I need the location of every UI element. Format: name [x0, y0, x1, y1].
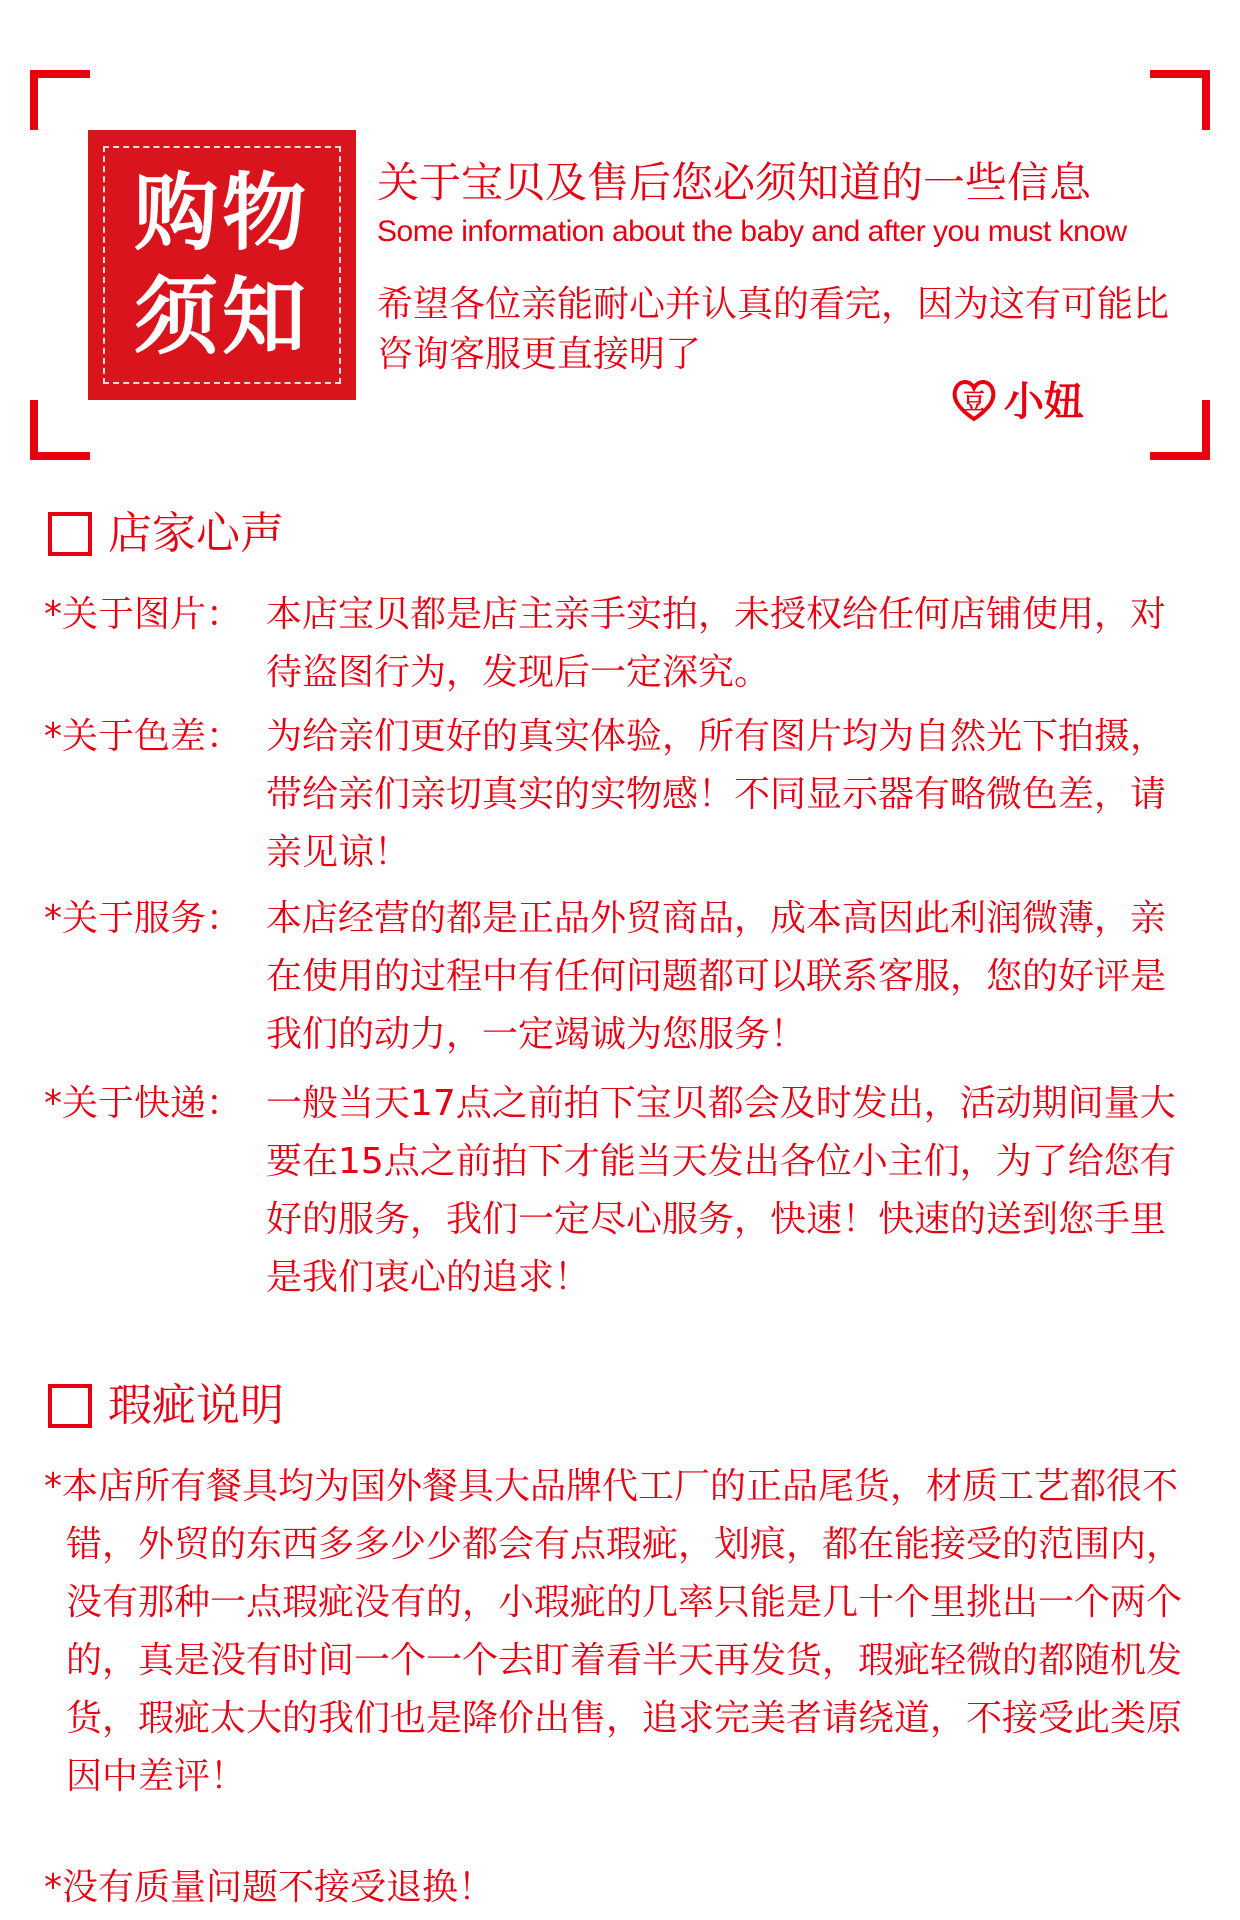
no-return-note: *没有质量问题不接受退换！ [44, 1867, 495, 1908]
header-description: 希望各位亲能耐心并认真的看完，因为这有可能比咨询客服更直接明了 [377, 284, 1170, 375]
badge-dashed-frame [103, 146, 341, 384]
heart-bean-icon [948, 373, 1000, 425]
notice-text: 一般当天17点之前拍下宝贝都会及时发出，活动期间量大要在15点之前拍下才能当天发出各位小主们，为了给您有好的服务，我们一定尽心服务，快速！快速的送到您手里是我们衷心的追求！ [266, 1083, 1176, 1298]
notice-label: *关于色差： [44, 716, 243, 757]
section-header-store-voice [48, 508, 284, 560]
defect-explanation: *本店所有餐具均为国外餐具大品牌代工厂的正品尾货，材质工艺都很不错，外贸的东西多多少少都会有点瑕疵，划痕，都在能接受的范围内，没有那种一点瑕疵没有的，小瑕疵的几率只能是几十个里挑出一个两个的，真是没有时间一个一个去盯着看半天再发货，瑕疵轻微的都随机发货，瑕疵太大的我们也是降价出售，追求完美者请绕道，不接受此类原因中差评！ [44, 1466, 1183, 1797]
square-bullet-icon [48, 1384, 92, 1428]
notice-label: *关于服务： [44, 898, 243, 939]
square-bullet-icon [48, 512, 92, 556]
section-title: 瑕疵说明 [108, 1380, 284, 1431]
section-header-defects [48, 1380, 284, 1432]
shopping-notice-badge [88, 130, 356, 400]
notice-item-photos [44, 586, 1224, 702]
logo-text: 小妞 [1004, 379, 1084, 425]
corner-bracket-bottom-right [1150, 400, 1210, 460]
corner-bracket-bottom-left [30, 400, 90, 460]
notice-item-delivery [44, 1075, 1224, 1307]
notice-item-color-difference [44, 708, 1224, 882]
header-title: 关于宝贝及售后您必须知道的一些信息 [377, 158, 1092, 207]
corner-bracket-top-right [1150, 70, 1210, 130]
notice-item-service [44, 890, 1224, 1064]
notice-label: *关于快递： [44, 1083, 243, 1124]
section-title: 店家心声 [108, 508, 284, 559]
corner-bracket-top-left [30, 70, 90, 130]
header-subtitle: Some information about the baby and after you must know [377, 215, 1127, 248]
notice-text: 为给亲们更好的真实体验，所有图片均为自然光下拍摄，带给亲们亲切真实的实物感！不同显示器有略微色差，请亲见谅！ [266, 716, 1167, 873]
badge-line-1: 购物 [133, 164, 310, 262]
notice-label: *关于图片： [44, 594, 243, 635]
badge-line-2: 须知 [133, 268, 310, 366]
logo-glyph: 豆 [962, 389, 986, 415]
brand-logo [948, 370, 1084, 427]
notice-text: 本店宝贝都是店主亲手实拍，未授权给任何店铺使用，对待盗图行为，发现后一定深究。 [266, 594, 1167, 693]
notice-text: 本店经营的都是正品外贸商品，成本高因此利润微薄，亲在使用的过程中有任何问题都可以联系客服，您的好评是我们的动力，一定竭诚为您服务！ [266, 898, 1167, 1055]
